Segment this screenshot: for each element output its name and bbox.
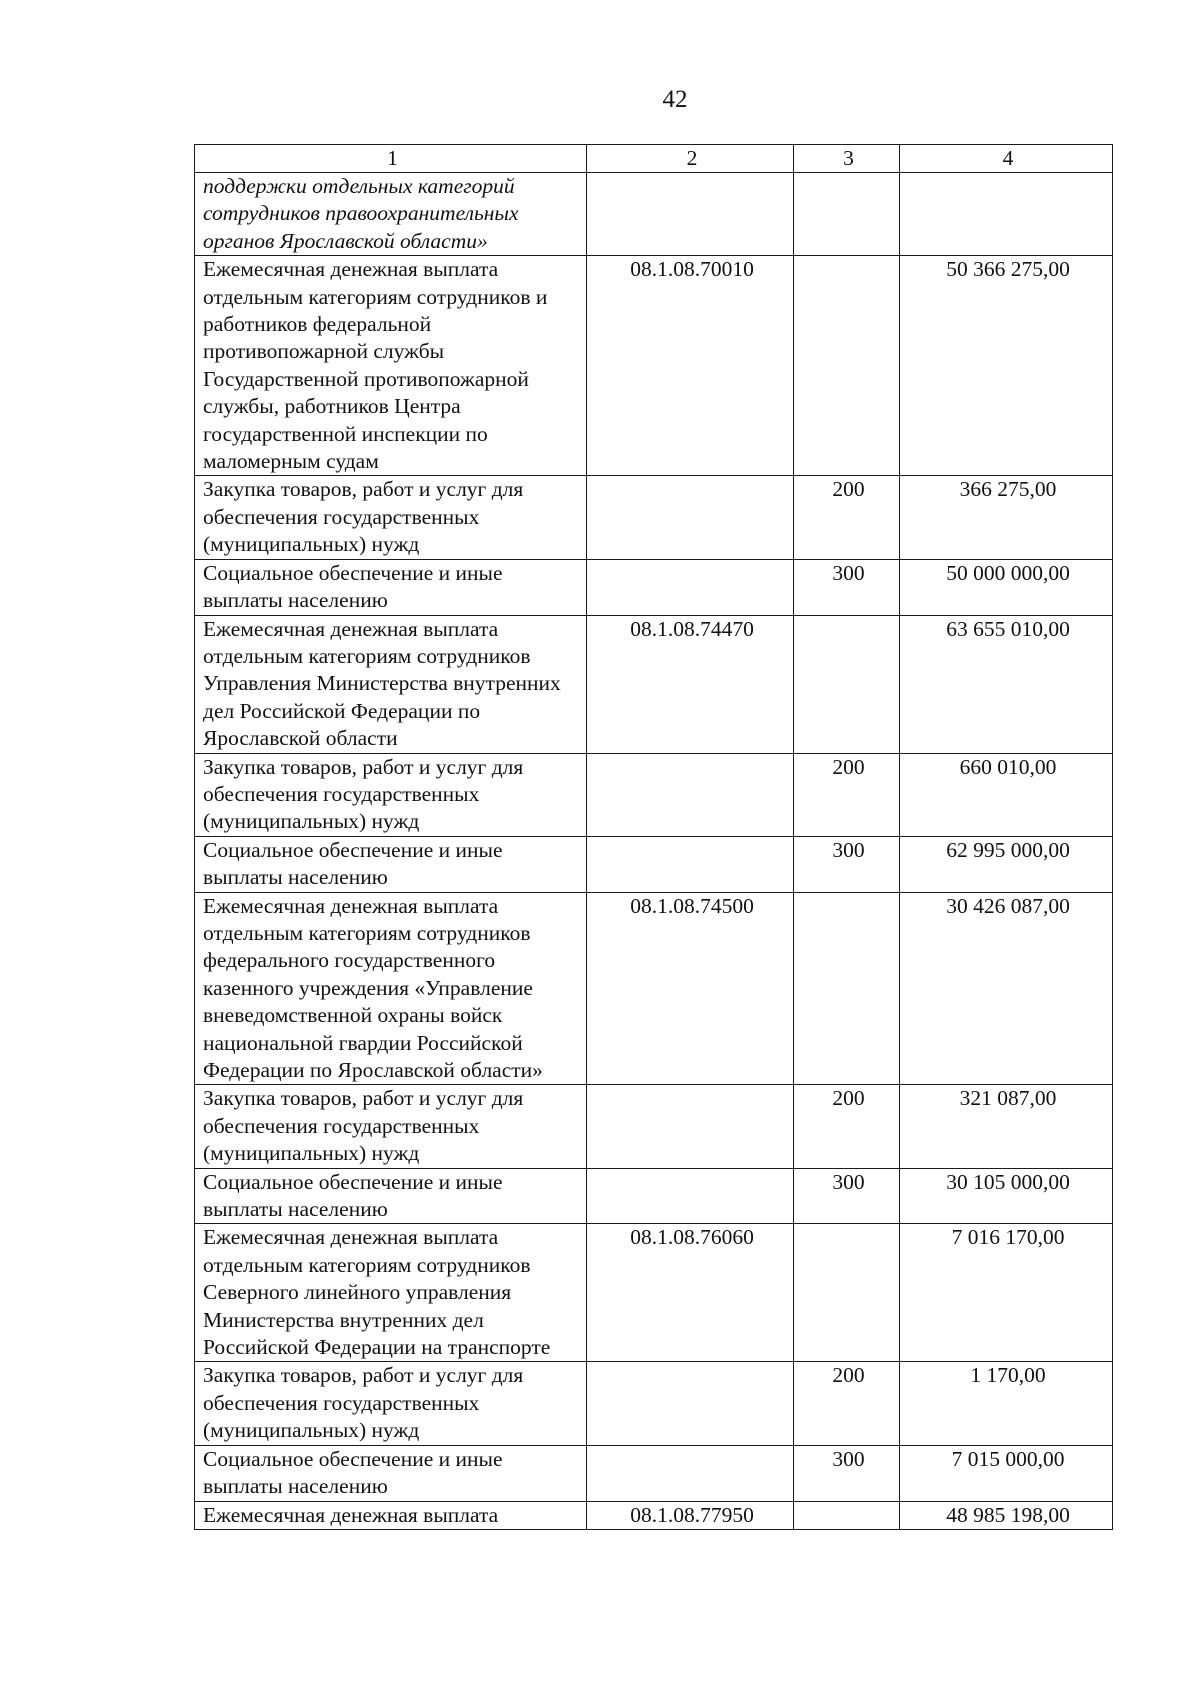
row-code-cell: 08.1.08.74500 [587, 892, 794, 1085]
row-amount-cell: 7 015 000,00 [900, 1445, 1113, 1501]
row-type-cell: 300 [794, 559, 900, 615]
column-header-2: 2 [587, 145, 794, 173]
table-header-row [195, 145, 1113, 173]
row-type-cell: 200 [794, 1362, 900, 1445]
row-name-cell: Закупка товаров, работ и услуг для обеспечения государственных (муниципальных) нужд [195, 1085, 587, 1168]
row-code-cell [587, 753, 794, 836]
table-row [195, 1224, 1113, 1362]
row-amount-cell: 321 087,00 [900, 1085, 1113, 1168]
row-code-cell [587, 1168, 794, 1224]
row-type-cell [794, 615, 900, 753]
row-amount-cell: 50 366 275,00 [900, 256, 1113, 476]
row-code-cell [587, 1362, 794, 1445]
row-code-cell: 08.1.08.70010 [587, 256, 794, 476]
row-code-cell: 08.1.08.77950 [587, 1501, 794, 1529]
row-code-cell [587, 476, 794, 559]
row-code-cell: 08.1.08.74470 [587, 615, 794, 753]
table-row [195, 1085, 1113, 1168]
page-number: 42 [662, 86, 688, 113]
table-row [195, 1168, 1113, 1224]
row-type-cell: 200 [794, 1085, 900, 1168]
row-name-cell: Социальное обеспечение и иные выплаты населению [195, 836, 587, 892]
row-type-cell [794, 1501, 900, 1529]
row-name-cell: Ежемесячная денежная выплата [195, 1501, 587, 1529]
row-amount-cell: 50 000 000,00 [900, 559, 1113, 615]
row-name-cell: Социальное обеспечение и иные выплаты населению [195, 1168, 587, 1224]
row-code-cell: 08.1.08.76060 [587, 1224, 794, 1362]
row-amount-cell: 366 275,00 [900, 476, 1113, 559]
table-row [195, 753, 1113, 836]
column-header-1: 1 [195, 145, 587, 173]
row-amount-cell: 30 426 087,00 [900, 892, 1113, 1085]
table-row [195, 559, 1113, 615]
table-row [195, 615, 1113, 753]
row-code-cell [587, 1445, 794, 1501]
row-code-cell [587, 559, 794, 615]
row-type-cell: 300 [794, 1445, 900, 1501]
row-amount-cell: 660 010,00 [900, 753, 1113, 836]
column-header-3: 3 [794, 145, 900, 173]
row-name-cell: Ежемесячная денежная выплата отдельным категориям сотрудников Северного линейного управления Министерства внутренних дел Российской Федерации на транспорте [195, 1224, 587, 1362]
row-type-cell: 200 [794, 476, 900, 559]
table-row [195, 836, 1113, 892]
row-code-cell [587, 836, 794, 892]
row-name-cell: поддержки отдельных категорий сотрудников правоохранительных органов Ярославской области» [195, 173, 587, 256]
table-row [195, 476, 1113, 559]
table-row [195, 1501, 1113, 1529]
row-code-cell [587, 173, 794, 256]
budget-table [194, 144, 1113, 1530]
row-name-cell: Ежемесячная денежная выплата отдельным категориям сотрудников Управления Министерства внутренних дел Российской Федерации по Ярославской области [195, 615, 587, 753]
row-amount-cell: 30 105 000,00 [900, 1168, 1113, 1224]
table-row [195, 1362, 1113, 1445]
row-name-cell: Социальное обеспечение и иные выплаты населению [195, 1445, 587, 1501]
row-amount-cell: 48 985 198,00 [900, 1501, 1113, 1529]
row-type-cell: 300 [794, 1168, 900, 1224]
table-row [195, 173, 1113, 256]
row-type-cell: 300 [794, 836, 900, 892]
row-name-cell: Закупка товаров, работ и услуг для обеспечения государственных (муниципальных) нужд [195, 1362, 587, 1445]
row-type-cell [794, 892, 900, 1085]
row-name-cell: Закупка товаров, работ и услуг для обеспечения государственных (муниципальных) нужд [195, 753, 587, 836]
row-name-cell: Закупка товаров, работ и услуг для обеспечения государственных (муниципальных) нужд [195, 476, 587, 559]
row-type-cell [794, 173, 900, 256]
table-row [195, 256, 1113, 476]
row-type-cell: 200 [794, 753, 900, 836]
row-type-cell [794, 1224, 900, 1362]
row-amount-cell: 62 995 000,00 [900, 836, 1113, 892]
row-code-cell [587, 1085, 794, 1168]
table-row [195, 1445, 1113, 1501]
row-amount-cell: 63 655 010,00 [900, 615, 1113, 753]
table-row [195, 892, 1113, 1085]
row-amount-cell: 7 016 170,00 [900, 1224, 1113, 1362]
row-amount-cell: 1 170,00 [900, 1362, 1113, 1445]
row-name-cell: Ежемесячная денежная выплата отдельным категориям сотрудников федерального государственного казенного учреждения «Управление вневедомственной охраны войск национальной гвардии Российской Федерации по Ярославской области» [195, 892, 587, 1085]
row-type-cell [794, 256, 900, 476]
table-body [195, 173, 1113, 1530]
row-amount-cell [900, 173, 1113, 256]
column-header-4: 4 [900, 145, 1113, 173]
row-name-cell: Ежемесячная денежная выплата отдельным категориям сотрудников и работников федеральной противопожарной службы Государственной противопожарной службы, работников Центра государственной инспекции по маломерным судам [195, 256, 587, 476]
row-name-cell: Социальное обеспечение и иные выплаты населению [195, 559, 587, 615]
